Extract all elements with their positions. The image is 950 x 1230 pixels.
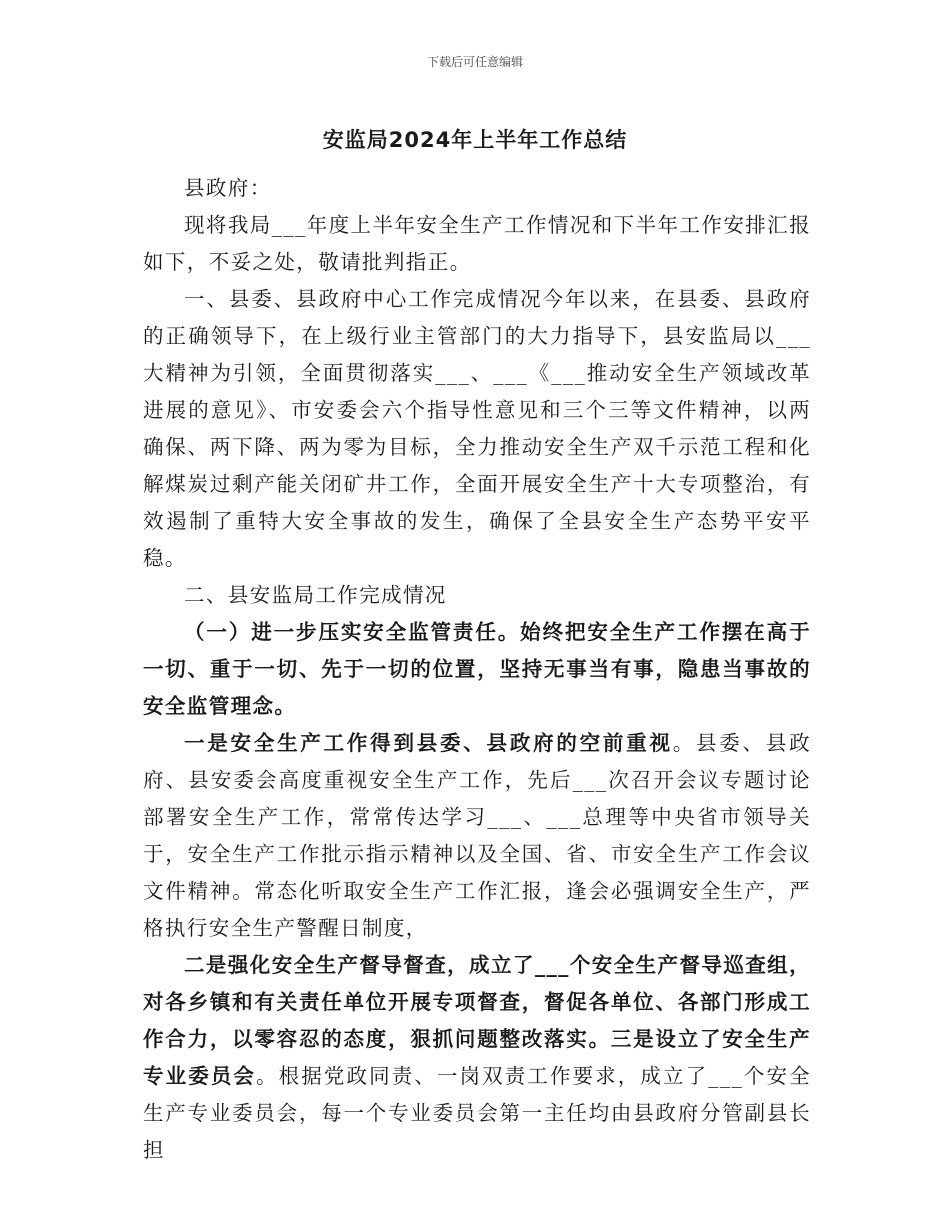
section-1-paragraph: 一、县委、县政府中心工作完成情况今年以来，在县委、县政府的正确领导下，在上级行业主管部门的大力指导下，县安监局以___大精神为引领，全面贯彻落实___、___《___推动安全生产领域改革进展的意见》、市安委会六个指导性意见和三个三等文件精神，以两确保、两下降、两为零为目标，全力推动安全生产双千示范工程和化解煤炭过剩产能关闭矿井工作，全面开展安全生产十大专项整治，有效遏制了重特大安全事故的发生，确保了全县安全生产态势平安平稳。	[143, 287, 811, 570]
point-2-lead: 二是强化安全生产督导督查，成立了___个安全生产督导巡查组，对各乡镇和有关责任单位开展专项督查，督促各单位、各部门形成工作合力，以零容忍的态度，狠抓问题整改落实。三是设立了安全生产专业委员会	[143, 953, 811, 1088]
document-body	[143, 170, 811, 1169]
document-title: 安监局2024年上半年工作总结	[322, 128, 628, 152]
subsection-1-paragraph: （一）进一步压实安全监管责任。始终把安全生产工作摆在高于一切、重于一切、先于一切的位置，坚持无事当有事，隐患当事故的安全监管理念。	[143, 620, 811, 718]
point-1-text: 。县委、县政府、县安委会高度重视安全生产工作，先后___次召开会议专题讨论部署安全生产工作，常常传达学习___、___总理等中央省市领导关于，安全生产工作批示指示精神以及全国、省、市安全生产工作会议文件精神。常态化听取安全生产工作汇报，逢会必强调安全生产，严格执行安全生产警醒日制度，	[143, 731, 811, 940]
point-2-paragraph	[143, 947, 811, 1169]
greeting: 县政府：	[184, 176, 272, 200]
point-1-lead: 一是安全生产工作得到县委、县政府的空前重视	[184, 731, 673, 755]
intro-paragraph: 现将我局___年度上半年安全生产工作情况和下半年工作安排汇报如下，不妥之处，敬请批判指正。	[143, 213, 811, 274]
point-2-text: 。根据党政同责、一岗双责工作要求，成立了___个安全生产专业委员会，每一个专业委员会第一主任均由县政府分管副县长担	[143, 1064, 811, 1162]
section-2-heading: 二、县安监局工作完成情况	[184, 583, 447, 607]
point-1-paragraph	[143, 725, 811, 947]
page-header-note: 下载后可任意编辑	[426, 55, 523, 69]
